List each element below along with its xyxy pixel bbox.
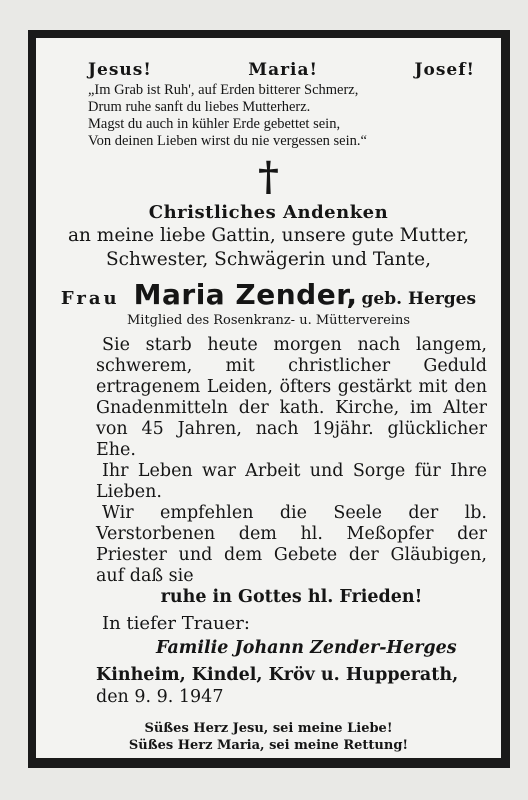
paragraph-prayer-request: Wir empfehlen die Seele der lb. Verstorbenen dem hl. Meßopfer der Priester und dem Gebete der Gläubigen, auf daß sie [96, 503, 487, 586]
name-maria: Maria! [248, 60, 318, 80]
family-name: Familie Johann Zender-Herges [156, 638, 457, 658]
deceased-name-line [44, 280, 493, 314]
poem-line: Magst du auch in kühler Erde gebettet sein, [88, 116, 341, 132]
card-heading: Christliches Andenken [148, 202, 389, 223]
date-line: den 9. 9. 1947 [96, 687, 224, 707]
dedication [44, 224, 493, 272]
membership-line: Mitglied des Rosenkranz- u. Müttervereins [126, 313, 411, 328]
holy-names [44, 60, 493, 80]
poem-line: Drum ruhe sanft du liebes Mutterherz. [88, 99, 311, 115]
poem-line: Von deinen Lieben wirst du nie vergessen sein.“ [88, 133, 367, 149]
prayer-maria: Süßes Herz Maria, sei meine Rettung! [128, 738, 409, 753]
cross-icon: † [258, 153, 279, 200]
dedication-line: Schwester, Schwägerin und Tante, [105, 249, 431, 270]
obituary-text [96, 335, 487, 608]
rest-in-peace: ruhe in Gottes hl. Frieden! [160, 587, 423, 607]
name-josef: Josef! [414, 60, 475, 80]
mourning-line: In tiefer Trauer: [102, 613, 250, 634]
paragraph-life: Ihr Leben war Arbeit und Sorge für Ihre Lieben. [96, 461, 487, 502]
memorial-card [28, 30, 510, 768]
card-content [44, 60, 493, 753]
maiden-name: geb. Herges [361, 289, 477, 309]
poem-line: „Im Grab ist Ruh', auf Erden bitterer Schmerz, [88, 82, 359, 98]
poem [88, 82, 493, 150]
dedication-line: an meine liebe Gattin, unsere gute Mutter, [67, 225, 470, 246]
places-line: Kinheim, Kindel, Kröv u. Hupperath, [96, 665, 459, 685]
closing-prayers [44, 720, 493, 754]
prayer-jesus: Süßes Herz Jesu, sei meine Liebe! [144, 721, 393, 736]
title-frau: Frau [60, 288, 120, 309]
deceased-name: Maria Zender, [133, 278, 358, 311]
paragraph-death: Sie starb heute morgen nach langem, schwerem, mit christlicher Geduld ertragenem Leiden, öfters gestärkt mit den Gnadenmitteln der kath. Kirche, im Alter von 45 Jahren, nach 19jähr. glücklicher Ehe. [96, 335, 487, 460]
name-jesus: Jesus! [88, 60, 152, 80]
